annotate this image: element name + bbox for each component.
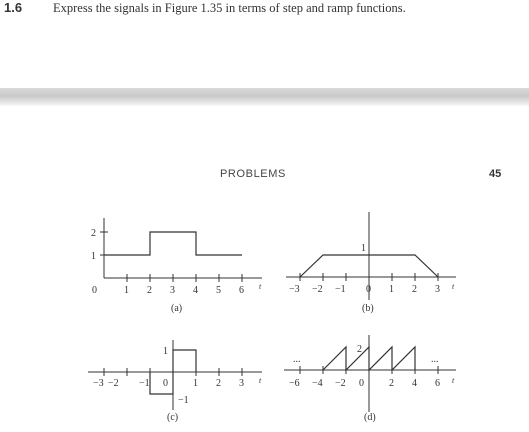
a-x-tick-label: 6 [239, 285, 244, 296]
b-x-tick-label: −1 [335, 284, 346, 295]
c-caption: (c) [167, 412, 179, 423]
panel-d [284, 335, 456, 423]
a-x-tick-label: 2 [147, 285, 152, 296]
a-x-tick-label: 4 [193, 285, 198, 296]
d-right-ellipsis: ... [431, 354, 439, 365]
d-x-tick-label: −4 [312, 378, 323, 389]
b-peak-label: 1 [361, 243, 366, 254]
page-number: 45 [489, 168, 502, 180]
a-origin-label: 0 [92, 285, 97, 296]
c-x-tick-label: 3 [239, 378, 244, 389]
b-axis-variable: t [452, 282, 455, 291]
c-x-tick-label: −3 [93, 378, 104, 389]
b-x-tick-label: −3 [289, 284, 300, 295]
c-x-tick-label: 2 [216, 378, 221, 389]
d-left-ellipsis: ... [293, 354, 301, 365]
c-x-tick-label: 0 [163, 378, 168, 389]
panel-c [88, 340, 262, 423]
panel-a [91, 218, 262, 314]
panel-b [286, 212, 456, 314]
d-caption: (d) [364, 412, 376, 423]
d-axis-variable: t [452, 376, 455, 385]
d-signal-trace [323, 347, 415, 370]
b-x-tick-label: 1 [389, 284, 394, 295]
d-peak-label: 2 [357, 344, 362, 355]
d-x-tick-label: −6 [289, 378, 300, 389]
b-x-tick-label: 3 [435, 284, 440, 295]
c-x-tick-label: −1 [139, 378, 150, 389]
c-x-tick-label: 1 [193, 378, 198, 389]
d-x-tick-label: 0 [359, 378, 364, 389]
a-y-tick-label: 2 [91, 228, 96, 239]
a-x-tick-label: 5 [216, 285, 221, 296]
b-caption: (b) [362, 303, 374, 314]
problem-number: 1.6 [4, 0, 23, 15]
d-x-tick-label: 2 [389, 378, 394, 389]
a-y-tick-label: 1 [91, 251, 96, 262]
d-x-tick-label: 6 [435, 378, 440, 389]
c-axis-variable: t [259, 376, 262, 385]
c-x-tick-label: −2 [108, 378, 119, 389]
a-caption: (a) [171, 303, 183, 314]
a-signal-trace [104, 232, 242, 255]
c-bottom-label: −1 [178, 395, 189, 406]
d-x-tick-label: 4 [412, 378, 417, 389]
a-x-tick-label: 1 [124, 285, 129, 296]
b-x-tick-label: 2 [412, 284, 417, 295]
a-axis-variable: t [259, 282, 262, 291]
d-x-tick-label: −2 [335, 378, 346, 389]
b-x-tick-label: 0 [366, 284, 371, 295]
problem-text: Express the signals in Figure 1.35 in terms of step and ramp functions. [53, 1, 406, 15]
c-top-label: 1 [163, 346, 168, 357]
running-head: PROBLEMS [220, 168, 286, 180]
a-x-tick-label: 3 [170, 285, 175, 296]
b-x-tick-label: −2 [312, 284, 323, 295]
